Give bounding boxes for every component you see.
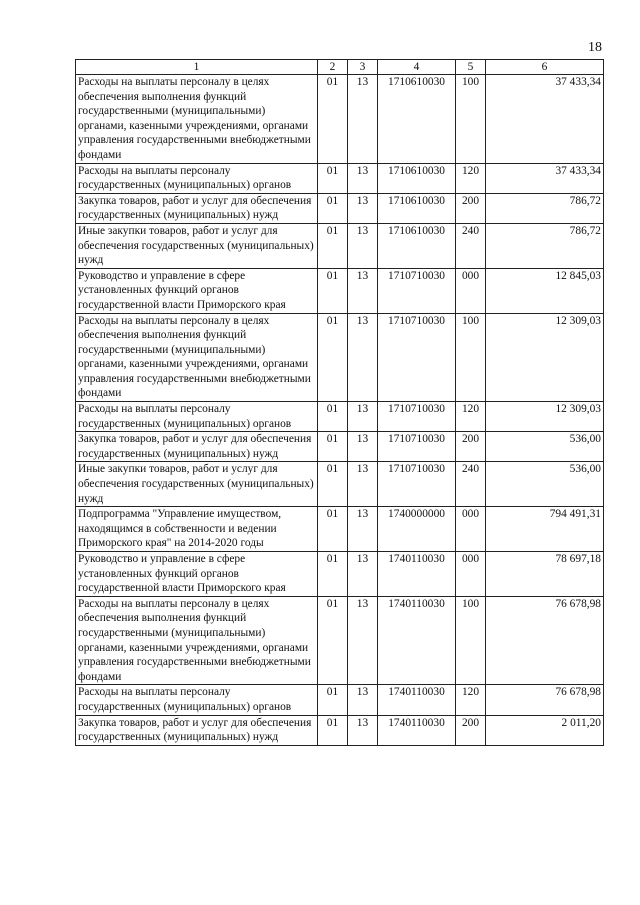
row-target-item: 1740110030 [378,552,456,597]
row-name: Иные закупки товаров, работ и услуг для обеспечения государственных (муниципальных) нужд [76,462,318,507]
row-subsection: 13 [348,552,378,597]
row-amount: 12 845,03 [486,268,604,313]
row-amount: 536,00 [486,462,604,507]
row-section: 01 [318,685,348,715]
row-amount: 37 433,34 [486,75,604,164]
row-amount: 76 678,98 [486,596,604,685]
row-name: Расходы на выплаты персоналу государственных (муниципальных) органов [76,685,318,715]
table-row [76,313,604,402]
row-amount: 76 678,98 [486,685,604,715]
row-name: Иные закупки товаров, работ и услуг для обеспечения государственных (муниципальных) нужд [76,223,318,268]
row-target-item: 1740110030 [378,596,456,685]
budget-table [75,59,604,746]
row-subsection: 13 [348,462,378,507]
row-expense-type: 200 [456,193,486,223]
row-subsection: 13 [348,163,378,193]
row-target-item: 1740110030 [378,715,456,745]
row-section: 01 [318,715,348,745]
row-target-item: 1710710030 [378,462,456,507]
row-expense-type: 200 [456,715,486,745]
header-col-3: 3 [348,60,378,75]
row-expense-type: 240 [456,462,486,507]
row-amount: 2 011,20 [486,715,604,745]
row-subsection: 13 [348,193,378,223]
table-header [76,60,604,75]
row-name: Расходы на выплаты персоналу в целях обеспечения выполнения функций государственными (муниципальными) органами, казенными учреждениями, органами управления государственными внебюджетными фондами [76,75,318,164]
row-expense-type: 200 [456,432,486,462]
header-col-4: 4 [378,60,456,75]
table-row [76,268,604,313]
row-amount: 12 309,03 [486,313,604,402]
header-row [76,60,604,75]
row-expense-type: 000 [456,552,486,597]
row-amount: 786,72 [486,193,604,223]
table-row [76,715,604,745]
row-name: Подпрограмма "Управление имуществом, находящимся в собственности и ведении Приморского края" на 2014-2020 годы [76,507,318,552]
header-col-5: 5 [456,60,486,75]
row-section: 01 [318,432,348,462]
table-row [76,507,604,552]
row-target-item: 1710710030 [378,313,456,402]
row-expense-type: 000 [456,507,486,552]
row-section: 01 [318,596,348,685]
row-expense-type: 120 [456,685,486,715]
row-subsection: 13 [348,685,378,715]
table-row [76,432,604,462]
row-name: Закупка товаров, работ и услуг для обеспечения государственных (муниципальных) нужд [76,432,318,462]
row-target-item: 1710610030 [378,75,456,164]
row-name: Расходы на выплаты персоналу государственных (муниципальных) органов [76,402,318,432]
table-body [76,75,604,746]
row-subsection: 13 [348,313,378,402]
table-row [76,596,604,685]
table-row [76,75,604,164]
table-row [76,462,604,507]
row-target-item: 1710610030 [378,223,456,268]
row-target-item: 1710710030 [378,268,456,313]
row-section: 01 [318,75,348,164]
row-subsection: 13 [348,223,378,268]
row-subsection: 13 [348,268,378,313]
table-row [76,223,604,268]
row-name: Расходы на выплаты персоналу государственных (муниципальных) органов [76,163,318,193]
row-amount: 12 309,03 [486,402,604,432]
row-amount: 786,72 [486,223,604,268]
row-expense-type: 100 [456,75,486,164]
row-section: 01 [318,223,348,268]
row-amount: 536,00 [486,432,604,462]
row-section: 01 [318,462,348,507]
row-section: 01 [318,313,348,402]
row-expense-type: 100 [456,313,486,402]
row-expense-type: 120 [456,163,486,193]
row-subsection: 13 [348,432,378,462]
row-expense-type: 120 [456,402,486,432]
row-section: 01 [318,552,348,597]
row-amount: 37 433,34 [486,163,604,193]
page-number: 18 [588,40,602,55]
row-subsection: 13 [348,402,378,432]
row-section: 01 [318,268,348,313]
row-target-item: 1710710030 [378,432,456,462]
table-row [76,163,604,193]
row-expense-type: 000 [456,268,486,313]
row-expense-type: 100 [456,596,486,685]
row-name: Закупка товаров, работ и услуг для обеспечения государственных (муниципальных) нужд [76,715,318,745]
row-subsection: 13 [348,507,378,552]
table-row [76,552,604,597]
row-target-item: 1710610030 [378,163,456,193]
row-section: 01 [318,163,348,193]
row-section: 01 [318,507,348,552]
row-subsection: 13 [348,596,378,685]
header-col-1: 1 [76,60,318,75]
row-name: Расходы на выплаты персоналу в целях обеспечения выполнения функций государственными (муниципальными) органами, казенными учреждениями, органами управления государственными внебюджетными фондами [76,313,318,402]
row-target-item: 1710610030 [378,193,456,223]
header-col-6: 6 [486,60,604,75]
row-subsection: 13 [348,75,378,164]
row-name: Расходы на выплаты персоналу в целях обеспечения выполнения функций государственными (муниципальными) органами, казенными учреждениями, органами управления государственными внебюджетными фондами [76,596,318,685]
row-expense-type: 240 [456,223,486,268]
header-col-2: 2 [318,60,348,75]
row-section: 01 [318,402,348,432]
row-name: Руководство и управление в сфере установленных функций органов государственной власти Приморского края [76,268,318,313]
row-subsection: 13 [348,715,378,745]
row-name: Руководство и управление в сфере установленных функций органов государственной власти Приморского края [76,552,318,597]
row-target-item: 1740110030 [378,685,456,715]
row-section: 01 [318,193,348,223]
row-amount: 794 491,31 [486,507,604,552]
table-row [76,402,604,432]
row-target-item: 1710710030 [378,402,456,432]
table-row [76,193,604,223]
table-row [76,685,604,715]
row-amount: 78 697,18 [486,552,604,597]
row-target-item: 1740000000 [378,507,456,552]
row-name: Закупка товаров, работ и услуг для обеспечения государственных (муниципальных) нужд [76,193,318,223]
